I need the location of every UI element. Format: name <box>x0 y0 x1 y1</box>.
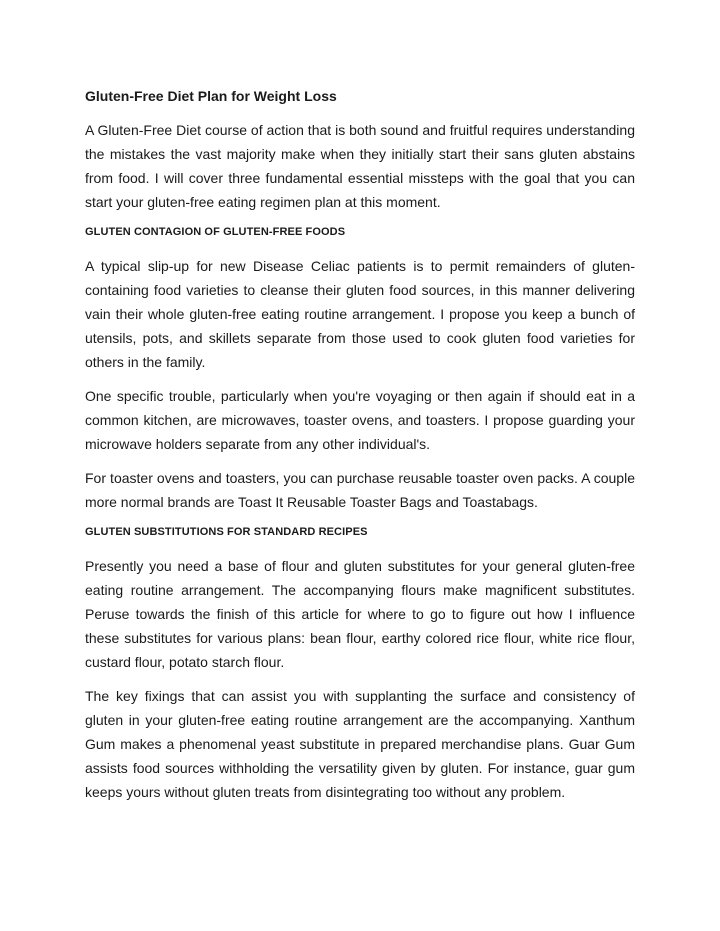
section-paragraph: Presently you need a base of flour and gluten substitutes for your general gluten-free eating routine arrangement. The accompanying flours make magnificent substitutes. Peruse towards the finish of this article for where to go to figure out how I influence these substitutes for various plans: bean flour, earthy colored rice flour, white rice flour, custard flour, potato starch flour. <box>85 558 635 670</box>
section-paragraph: A typical slip-up for new Disease Celiac patients is to permit remainders of gluten-containing food varieties to cleanse their gluten food sources, in this manner delivering vain their whole gluten-free eating routine arrangement. I propose you keep a bunch of utensils, pots, and skillets separate from those used to cook gluten food varieties for others in the family. <box>85 258 635 370</box>
section-paragraph: One specific trouble, particularly when you're voyaging or then again if should eat in a common kitchen, are microwaves, toaster ovens, and toasters. I propose guarding your microwave holders separate from any other individual's. <box>85 388 635 452</box>
document-page <box>85 86 635 814</box>
section-gluten-substitutions <box>85 524 635 804</box>
section-heading: GLUTEN CONTAGION OF GLUTEN-FREE FOODS <box>85 226 346 238</box>
section-paragraph: The key fixings that can assist you with supplanting the surface and consistency of gluten in your gluten-free eating routine arrangement are the accompanying. Xanthum Gum makes a phenomenal yeast substitute in prepared merchandise plans. Guar Gum assists food sources withholding the versatility given by gluten. For instance, guar gum keeps yours without gluten treats from disintegrating too without any problem. <box>85 688 635 800</box>
section-gluten-contagion <box>85 224 635 514</box>
document-title: Gluten-Free Diet Plan for Weight Loss <box>85 88 337 104</box>
section-heading: GLUTEN SUBSTITUTIONS FOR STANDARD RECIPES <box>85 526 368 538</box>
intro-paragraph: A Gluten-Free Diet course of action that is both sound and fruitful requires understanding the mistakes the vast majority make when they initially start their sans gluten abstains from food. I will cover three fundamental essential missteps with the goal that you can start your gluten-free eating regimen plan at this moment. <box>85 122 635 210</box>
section-paragraph: For toaster ovens and toasters, you can purchase reusable toaster oven packs. A couple more normal brands are Toast It Reusable Toaster Bags and Toastabags. <box>85 470 635 510</box>
